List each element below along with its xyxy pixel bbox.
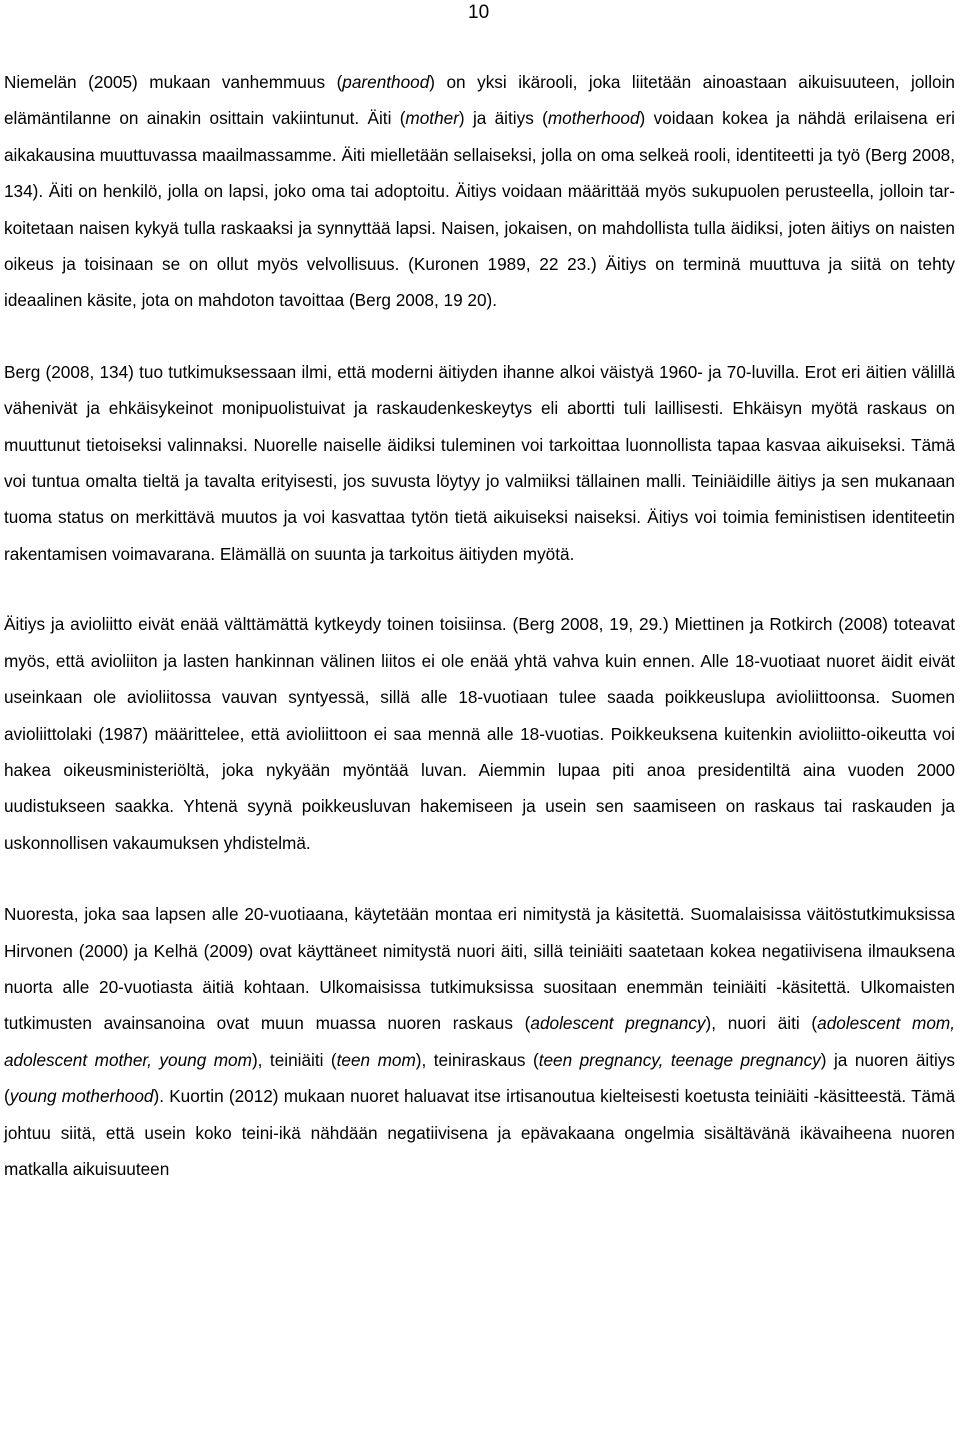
italic-term: adolescent pregnancy [530, 1013, 706, 1034]
italic-term: adolescent mom, adolescent mother, young mom [4, 1013, 955, 1070]
paragraph-avioliitto [4, 606, 955, 861]
italic-term: teen mom [336, 1049, 416, 1070]
italic-term: parenthood [342, 72, 430, 92]
text-run: ) voidaan kokea ja nähdä erilaisena eri aikakausina muuttuvassa maailmassamme. Äiti mielletään sellaiseksi, jolla on oma selkeä rooli, identiteetti ja työ (Berg 2008, 134). Äiti on henkilö, jolla on lapsi, joko oma tai adoptoitu. Äitiys voidaan määrittää myös sukupuolen perusteella, jolloin tarkoitetaan naisen kykyä tulla raskaaksi ja synnyttää lapsi. Naisen, jokaisen, on mahdollista tulla äidiksi, joten äitiys on naisten oikeus ja toisinaan se on ollut myös velvollisuus. (Kuronen 1989, 22 23.) Äitiys on terminä muuttuva ja siitä on tehty ideaalinen käsite, jota on mahdoton tavoittaa (Berg 2008, 19 20). [4, 108, 955, 311]
italic-term: teen pregnancy, teenage pregnancy [538, 1049, 821, 1070]
italic-term: young motherhood [9, 1086, 154, 1107]
paragraph-aitiyden-ihanne [4, 354, 955, 572]
text-run: ) on yksi ikärooli, joka liitetään ainoastaan aikuisuuteen, jolloin elämäntilanne on ainakin osittain vakiintunut. Äiti ( [4, 72, 955, 129]
text-run: ) ja nuoren äitiys ( [4, 1049, 956, 1107]
text-run: ), teiniäiti ( [251, 1049, 337, 1070]
text-run: Äitiys ja avioliitto eivät enää välttämättä kytkeydy toinen toisiinsa. (Berg 2008, 19, 29.) Miettinen ja Rotkirch (2008) toteavat myös, että avioliiton ja lasten hankinnan välinen liitos ei ole enää yhtä vahva kuin ennen. Alle 18-vuotiaat nuoret äidit eivät useinkaan ole avioliitossa vauvan syntyessä, sillä alle 18-vuotiaan tulee saada poikkeuslupa avioliittoonsa. Suomen avioliittolaki (1987) määrittelee, että avioliittoon ei saa mennä alle 18-vuotias. Poikkeuksena kuitenkin avioliitto-oikeutta voi hakea oikeusministeriöltä, joka nykyään myöntää luvan. Aiemmin lupaa piti anoa presidentiltä aina vuoden 2000 uudistukseen saakka. Yhtenä syynä poikkeusluvan hakemiseen ja usein sen saamiseen on raskaus tai raskauden ja uskonnollisen vakaumuksen yhdistelmä. [4, 614, 955, 853]
text-run: ). Kuortin (2012) mukaan nuoret haluavat itse irtisanoutua kielteisesti koetusta teiniäiti -käsitteestä. Tämä johtuu siitä, että usein koko teini-ikä nähdään negatiivisena ja epävakaana ongelmia sisältävänä ikävaiheena nuoren matkalla aikuisuuteen [4, 1086, 955, 1179]
page-number: 10 [468, 2, 490, 23]
text-run: Berg (2008, 134) tuo tutkimuksessaan ilmi, että moderni äitiyden ihanne alkoi väistyä 1960- ja 70-luvilla. Erot eri äitien välillä vähenivät ja ehkäisykeinot monipuolistuivat ja raskaudenkeskeytys eli abortti tuli laillisesti. Ehkäisyn myötä raskaus on muuttunut tietoiseksi valinnaksi. Nuorelle naiselle äidiksi tuleminen voi tarkoittaa luonnollista tapaa kasvaa aikuiseksi. Tämä voi tuntua omalta tieltä ja tavalta erityisesti, jos suvusta löytyy jo valmiiksi tällainen malli. Teiniäidille äitiys ja sen mukanaan tuoma status on merkittävä muutos ja voi kasvattaa tytön tietä aikuiseksi naiseksi. Äitiys voi toimia feministisen identiteetin rakentamisen voimavarana. Elämällä on suunta ja tarkoitus äitiyden myötä. [4, 361, 955, 564]
italic-term: motherhood [547, 108, 640, 129]
italic-term: mother [405, 108, 459, 129]
document-body [4, 64, 955, 1187]
paragraph-vanhemmuus [4, 64, 955, 319]
text-run: ) ja äitiys ( [458, 108, 548, 129]
text-run: ), teiniraskaus ( [415, 1049, 539, 1070]
text-run: ), nuori äiti ( [705, 1013, 818, 1034]
paragraph-nimitykset [4, 896, 955, 1187]
text-run: Nuoresta, joka saa lapsen alle 20-vuotiaana, käytetään montaa eri nimitystä ja käsitettä. Suomalaisissa väitöstutkimuksissa Hirvonen (2000) ja Kelhä (2009) ovat käyttäneet nimitystä nuori äiti, sillä teiniäiti saatetaan kokea negatiivisena ilmauksena nuorta alle 20-vuotiasta äitiä kohtaan. Ulkomaisissa tutkimuksissa suositaan enemmän teiniäiti -käsitettä. Ulkomaisten tutkimusten avainsanoina ovat muun muassa nuoren raskaus ( [4, 904, 955, 1034]
text-run: Niemelän (2005) mukaan vanhemmuus ( [4, 72, 343, 92]
